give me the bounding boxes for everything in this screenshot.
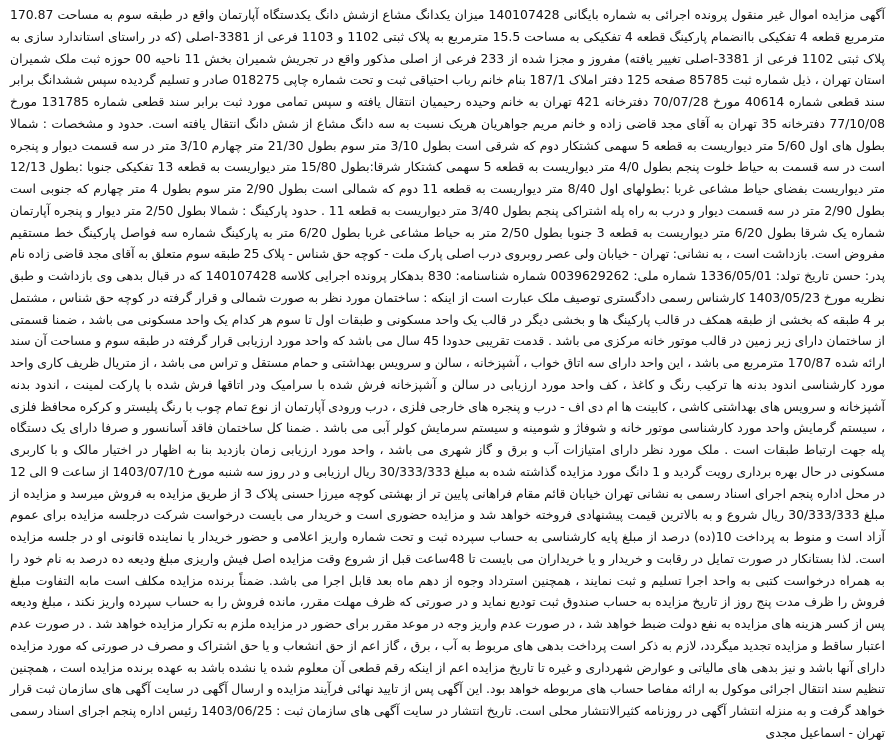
notice-text: آگهی مزایده اموال غیر منقول پرونده اجرائی به شماره بایگانی 140107428 میزان یکدانگ مشاع ازشش دانگ یکدستگاه آپارتمان واقع در طبقه سوم به مساحت 170.87 مترمربع قطعه 4 تفکیکی باانضمام پارکینگ قطعه 4 تفکیکی به مساحت 15.5 مترمربع به پلاک ثبتی 1102 و 1103 فرعی از 3381-اصلی (که در راستای استاندارد سازی به پلاک ثبتی 1102 فرعی از 3381-اصلی تغییر یافته) مفروز و مجزا شده از 233 فرعی از اصلی مذکور واقع در تجریش شمیران بخش 11 ناحیه 00 حوزه ثبت ملک شمیران استان تهران ، ذیل شماره ثبت 85785 صفحه 125 دفتر املاک 187/1 بنام خانم رباب احتیاقی ثبت و تحت شماره چاپی 018275 صادر و تسلیم گردیده سپس ششدانگ برابر سند قطعی شماره 40614 مورخ 70/07/28 دفترخانه 421 تهران به خانم وحیده رحیمیان انتقال یافته و سپس تمامی مورد ثبت برابر سند قطعی شماره 131785 مورخ 77/10/08 دفترخانه 35 تهران به آقای مجد قاضی زاده و خانم مریم جواهریان هریک نسبت به سه دانگ مشاع از شش دانگ انتقال یافته است. حدود و مشخصات : شمالا بطول های اول 5/60 متر دیواریست به قطعه 5 سهمی کشتکار دوم که شرقی است بطول 3/10 متر سوم بطول 21/30 متر چهارم 3/10 متر در سه قسمت دیوار و پنجره است در سه قسمت به حیاط خلوت پنجم بطول 4/0 متر دیواریست به قطعه 5 سهمی کشتکار شرقا:بطول 15/80 متر دیواریست به قطعه 13 تفکیکی جنوبا :بطول 12/13 متر دیواریست بفضای حیاط مشاعی غربا :بطولهای اول 8/40 متر دیواریست به قطعه 11 دوم که شمالی است بطول 2/90 متر سوم بطول 4 متر چهارم که جنوبی است بطول 2/90 متر در سه قسمت دیوار و درب به راه پله اشتراکی پنجم بطول 3/40 متر دیواریست به قطعه 11 . حدود پارکینگ : شمالا بطول 2/50 متر دیوار و پنجره آپارتمان شماره یک شرقا بطول 6/20 متر دیواریست به قطعه 3 جنوبا بطول 2/50 متر به حیاط مشاعی غربا بطول 6/20 متر به پارکینگ شماره سه فواصل پارکینگ خط مستقیم مفروض است. بازداشت است ، به نشانی: تهران - خیابان ولی عصر روبروی درب اصلی پارک ملت - کوچه حق شناس - پلاک 25 طبقه سوم متعلق به آقای مجد قاضی زاده نام پدر: حسن تاریخ تولد: 1336/05/01 شماره ملی: 0039629262 شماره شناسنامه: 830 بدهکار پرونده اجرایی کلاسه 140107428 که در قبال بدهی وی بازداشت و طبق نظریه مورخ 1403/05/23 کارشناس رسمی دادگستری توصیف ملک عبارت است از اینکه : ساختمان مورد نظر به صورت شمالی و قرار گرفته در کوچه حق شناس ، مشتمل بر 4 طبقه که بخشی از طبقه همکف در قالب پارکینگ ها و بخشی دیگر در قالب یک واحد مسکونی و طبقات اول تا سوم هر کدام یک واحد مسکونی می باشد ، ضمنا قسمتی از ساختمان دارای زیر زمین در قالب موتور خانه مرکزی می باشد . قدمت تقریبی حدودا 45 سال می باشد که واحد مورد ارزیابی قرار گرفته در طبقه سوم و مساحت آن سند ارائه شده 170/87 مترمربع می باشد ، این واحد دارای سه اتاق خواب ، آشپزخانه ، سالن و سرویس بهداشتی و حمام مستقل و تراس می باشد ، از متریال ظریف کاری واحد مورد کارشناسی اندود بدنه ها ترکیب رنگ و کاغذ ، کف واحد مورد ارزیابی در سالن و آشپزخانه فرش شده با سرامیک ودر اتاقها فرش شده با پارکت لمینت ، اندود بدنه آشپزخانه و سرویس های بهداشتی کاشی ، کابینت ها ام دی اف - درب و پنجره های خارجی فلزی ، درب ورودی آپارتمان از نوع تمام چوب با رنگ پلیستر و کرکره محافظ فلزی ، سیستم گرمایش واحد مورد کارشناسی موتور خانه و شوفاژ و شومینه و سیستم سرمایش کولر آبی می باشد . ضمنا کل ساختمان فاقد آسانسور و صرفا دارای یک دستگاه پله جهت ارتباط طبقات است . ملک مورد نظر دارای امتیازات آب و برق و گاز شهری می باشد ، واحد مورد ارزیابی زمان بازدید بنا به اظهار در اختیار مالک و با کاربری مسکونی در حال بهره برداری رویت گردید و 1 دانگ مورد مزایده گذاشته شده به مبلغ 30/333/333 ریال ارزیابی و در روز سه شنبه مورخ 1403/07/10 از ساعت 9 الی 12 در محل اداره پنجم اجرای اسناد رسمی به نشانی تهران خیابان قائم مقام فراهانی پایین تر از بهشتی کوچه میرزا حسنی پلاک 3 از طریق مزایده به فروش میرسد و مزایده از مبلغ 30/333/333 ریال شروع و به بالاترین قیمت پیشنهادی فروخته خواهد شد و مزایده حضوری است و خریدار می بایست درخواست شرکت درجلسه مزایده برای عموم آزاد است و منوط به پرداخت 10(ده) درصد از مبلغ پایه کارشناسی به حساب سپرده ثبت و تحت شماره واریز اعلامی و حضور خریدار یا نماینده قانونی او در جلسه مزایده است. لذا بستانکار در صورت تمایل در رقابت و خریدار و یا خریداران می بایست تا 48ساعت قبل از شروع وقت مزایده اصل فیش واریزی مبلغ ودیعه ده درصد به نام خود را به همراه درخواست کتبی به واحد اجرا تسلیم و ثبت نمایند ، همچنین استرداد وجوه از دهم ماه بعد قابل اجرا می باشد. ضمناً برنده مزایده مکلف است مابه التفاوت مبلغ فروش را ظرف مدت پنج روز از تاریخ مزایده به حساب صندوق ثبت تودیع نماید و در صورتی که ظرف مهلت مقرر، مانده فروش را به حساب سپرده واریز نکند ، مبلغ ودیعه پس از کسر هزینه های مزایده به نفع دولت ضبط خواهد شد ، در صورت عدم واریز وجه در موعد مقرر برای حضور در مزایده ملزم به تکرار مزایده خواهد شد . در صورت عدم اعتبار ساقط و مزایده تجدید میگردد، لازم به ذکر است پرداخت بدهی های مربوط به آب ، برق ، گاز اعم از حق انشعاب و یا حق اشتراک و مصرف در صورتی که مورد مزایده دارای آنها باشد و نیز بدهی های مالیاتی و عوارض شهرداری و غیره تا تاریخ مزایده اعم از اینکه رقم قطعی آن معلوم شده یا نشده باشد به عهده برنده مزایده است ، همچنین تنظیم سند انتقال اجرائی موکول به ارائه مفاصا حساب های مربوطه خواهد بود. این آگهی پس از تایید نهائی فرآیند مزایده و ارسال آگهی در سایت آگهی های سازمان ثبت قرار خواهد گرفت و به منزله انتشار آگهی در روزنامه کثیرالانتشار محلی است. تاریخ انتشار در سایت آگهی های سازمان ثبت : 1403/06/25 رئیس اداره پنجم اجرای اسناد رسمی تهران - اسماعیل مجدی	[10, 7, 886, 740]
